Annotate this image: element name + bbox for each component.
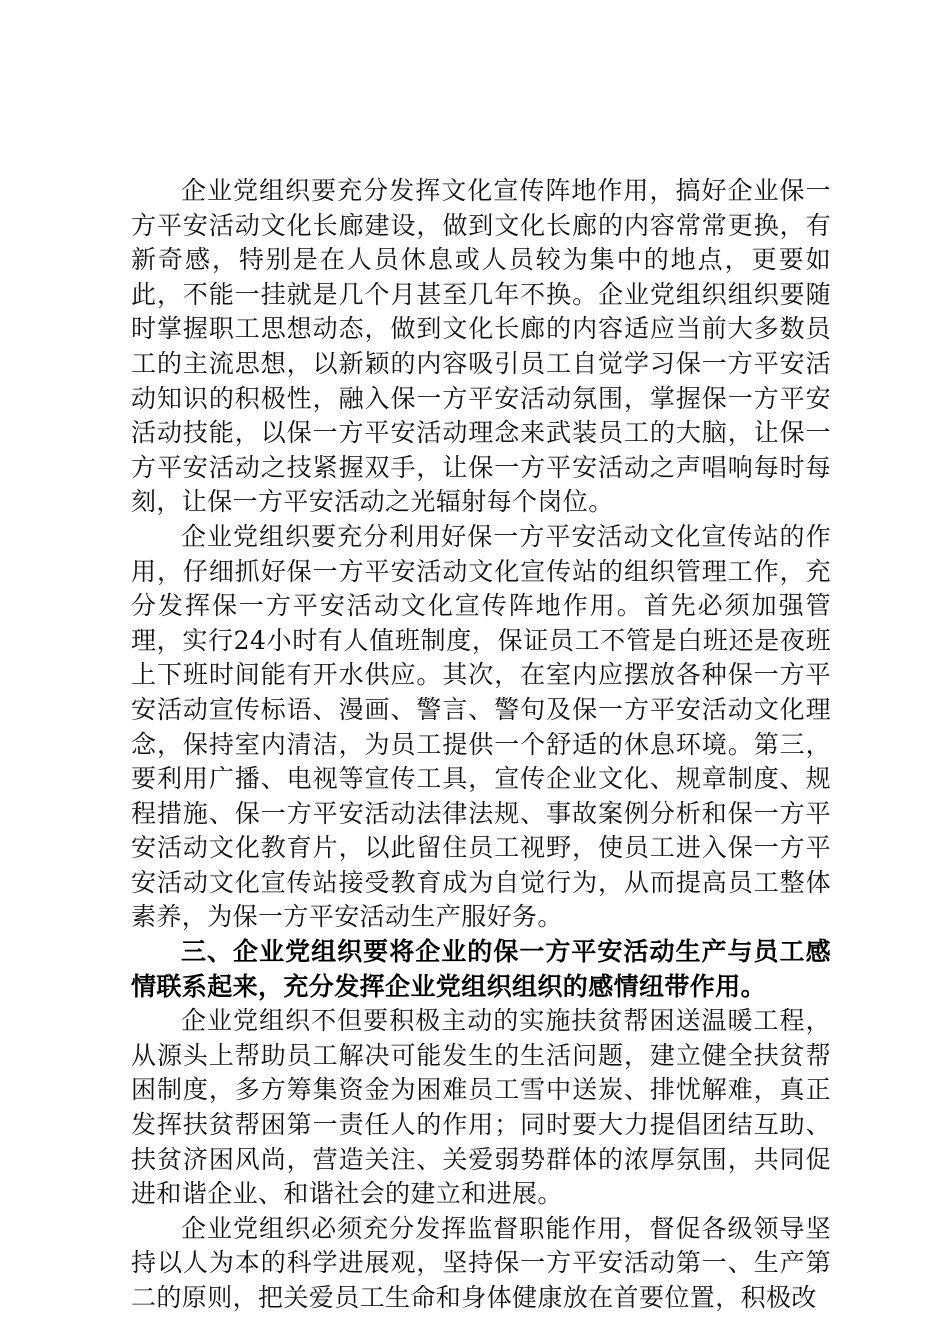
section-heading-3: 三、企业党组织要将企业的保一方平安活动生产与员工感情联系起来，充分发挥企业党组织组织的感情纽带作用。 <box>131 937 831 1001</box>
document-body <box>131 174 831 1316</box>
paragraph-supervision: 企业党组织必须充分发挥监督职能作用，督促各级领导坚持以人为本的科学进展观，坚持保一方平安活动第一、生产第二的原则，把关爱员工生命和身体健康放在首要位置，积极改 <box>131 1213 831 1312</box>
paragraph-culture-corridor: 企业党组织要充分发挥文化宣传阵地作用，搞好企业保一方平安活动文化长廊建设，做到文化长廊的内容常常更换，有新奇感，特别是在人员休息或人员较为集中的地点，更要如此，不能一挂就是几个月甚至几年不换。企业党组织组织要随时掌握职工思想动态，做到文化长廊的内容适应当前大多数员工的主流思想，以新颖的内容吸引员工自觉学习保一方平安活动知识的积极性，融入保一方平安活动氛围，掌握保一方平安活动技能，以保一方平安活动理念来武装员工的大脑，让保一方平安活动之技紧握双手，让保一方平安活动之声唱响每时每刻，让保一方平安活动之光辐射每个岗位。 <box>131 176 831 517</box>
paragraph-poverty-relief: 企业党组织不但要积极主动的实施扶贫帮困送温暖工程，从源头上帮助员工解决可能发生的生活问题，建立健全扶贫帮困制度，多方筹集资金为困难员工雪中送炭、排忧解难，真正发挥扶贫帮困第一责任人的作用；同时要大力提倡团结互助、扶贫济困风尚，营造关注、关爱弱势群体的浓厚氛围，共同促进和谐企业、和谐社会的建立和进展。 <box>131 1006 831 1209</box>
paragraph-propaganda-station: 企业党组织要充分利用好保一方平安活动文化宣传站的作用，仔细抓好保一方平安活动文化宣传站的组织管理工作，充分发挥保一方平安活动文化宣传阵地作用。首先必须加强管理，实行24小时有人值班制度，保证员工不管是白班还是夜班上下班时间能有开水供应。其次，在室内应摆放各种保一方平安活动宣传标语、漫画、警言、警句及保一方平安活动文化理念，保持室内清洁，为员工提供一个舒适的休息环境。第三，要利用广播、电视等宣传工具，宣传企业文化、规章制度、规程措施、保一方平安活动法律法规、事故案例分析和保一方平安活动文化教育片，以此留住员工视野，使员工进入保一方平安活动文化宣传站接受教育成为自觉行为，从而提高员工整体素养，为保一方平安活动生产服好务。 <box>131 521 831 932</box>
